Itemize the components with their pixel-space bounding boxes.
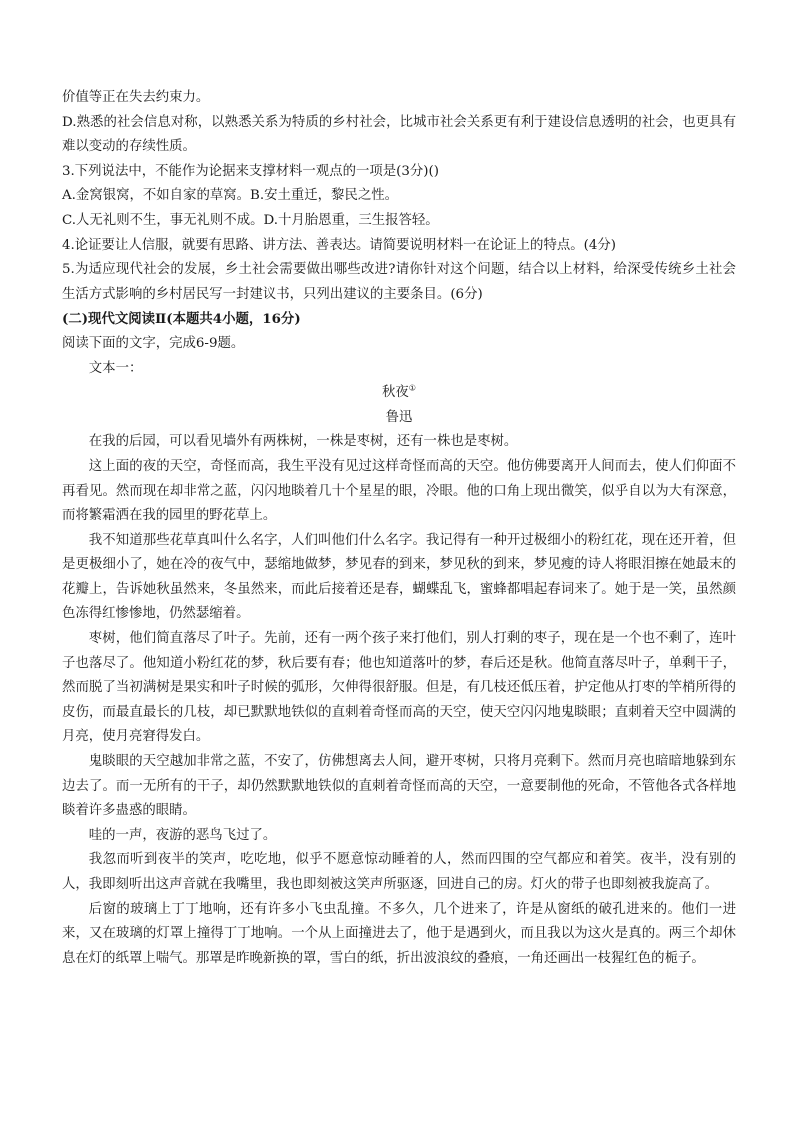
essay-paragraph: 我不知道那些花草真叫什么名字，人们叫他们什么名字。我记得有一种开过极细小的粉红花，现在还开着，但是更极细小了，她在冷的夜气中，瑟缩地做梦，梦见春的到来，梦见秋的到来，梦见瘦的诗人将眼泪擦在她最末的花瓣上，告诉她秋虽然来，冬虽然来，而此后接着还是春，蝴蝶乱飞，蜜蜂都唱起春词来了。她于是一笑，虽然颜色冻得红惨惨地，仍然瑟缩着。 — [62, 532, 736, 622]
reading-instruction: 阅读下面的文字，完成6-9题。 — [62, 335, 245, 351]
essay-paragraph: 枣树，他们简直落尽了叶子。先前，还有一两个孩子来打他们，别人打剩的枣子，现在是一个也不剩了，连叶子也落尽了。他知道小粉红花的梦，秋后要有春；他也知道落叶的梦，春后还是秋。他简直落尽叶子，单剩干子，然而脱了当初满树是果实和叶子时候的弧形，欠伸得很舒服。但是，有几枝还低压着，护定他从打枣的竿梢所得的皮伤，而最直最长的几枝，却已默默地铁似的直刺着奇怪而高的天空，使天空闪闪地鬼睒眼；直刺着天空中圆满的月亮，使月亮窘得发白。 — [62, 631, 736, 745]
essay-title-text: 秋夜 — [382, 385, 409, 401]
previous-option-continuation: 价值等正在失去约束力。 — [62, 90, 210, 105]
essay-author: 鲁迅 — [385, 409, 413, 425]
essay-paragraph: 我忽而听到夜半的笑声，吃吃地，似乎不愿意惊动睡着的人，然而四围的空气都应和着笑。夜半，没有别的人，我即刻听出这声音就在我嘴里，我也即刻被这笑声所驱逐，回进自己的房。灯火的带子也即刻被我旋高了。 — [62, 852, 736, 892]
essay-paragraph: 鬼睒眼的天空越加非常之蓝，不安了，仿佛想离去人间，避开枣树，只将月亮剩下。然而月亮也暗暗地躲到东边去了。而一无所有的干子，却仍然默默地铁似的直刺着奇怪而高的天空，一意要制他的死命，不管他各式各样地睒着许多蛊惑的眼睛。 — [62, 754, 736, 819]
question-4: 4.论证要让人信服，就要有思路、讲方法、善表达。请简要说明材料一在论证上的特点。(4分) — [62, 237, 616, 253]
question-5: 5.为适应现代社会的发展，乡土社会需要做出哪些改进?请你针对这个问题，结合以上材料，给深受传统乡土社会生活方式影响的乡村居民写一封建议书，只列出建议的主要条目。(6分) — [62, 262, 736, 302]
essay-paragraph: 后窗的玻璃上丁丁地响，还有许多小飞虫乱撞。不多久，几个进来了，许是从窗纸的破孔进来的。他们一进来，又在玻璃的灯罩上撞得丁丁地响。一个从上面撞进去了，他于是遇到火，而且我以为这火是真的。两三个却休息在灯的纸罩上喘气。那罩是昨晚新换的罩，雪白的纸，折出波浪纹的叠痕，一角还画出一枝猩红色的栀子。 — [62, 901, 736, 966]
essay-paragraph: 哇的一声，夜游的恶鸟飞过了。 — [88, 827, 277, 843]
exam-page — [62, 86, 736, 971]
essay-paragraph: 在我的后园，可以看见墙外有两株树，一株是枣树，还有一株也是枣树。 — [88, 434, 518, 450]
essay-title — [62, 381, 736, 406]
text-label: 文本一： — [88, 360, 143, 376]
question-3-options-ab: A.金窝银窝，不如自家的草窝。B.安土重迁，黎民之性。 — [62, 188, 399, 204]
essay-paragraph: 这上面的夜的天空，奇怪而高，我生平没有见过这样奇怪而高的天空。他仿佛要离开人间而去，使人们仰面不再看见。然而现在却非常之蓝，闪闪地睒着几十个星星的眼，冷眼。他的口角上现出微笑，似乎自以为大有深意，而将繁霜洒在我的园里的野花草上。 — [62, 458, 736, 524]
option-d: D.熟悉的社会信息对称，以熟悉关系为特质的乡村社会，比城市社会关系更有利于建设信息透明的社会，也更具有难以变动的存续性质。 — [62, 114, 736, 155]
question-3-options-cd: C.人无礼则不生，事无礼则不成。D.十月胎恩重，三生报答轻。 — [62, 212, 439, 228]
question-3: 3.下列说法中，不能作为论据来支撑材料一观点的一项是(3分)() — [62, 163, 439, 179]
footnote-mark: ① — [408, 383, 416, 393]
section-heading: (二)现代文阅读Ⅱ(本题共4小题，16分) — [62, 311, 301, 328]
